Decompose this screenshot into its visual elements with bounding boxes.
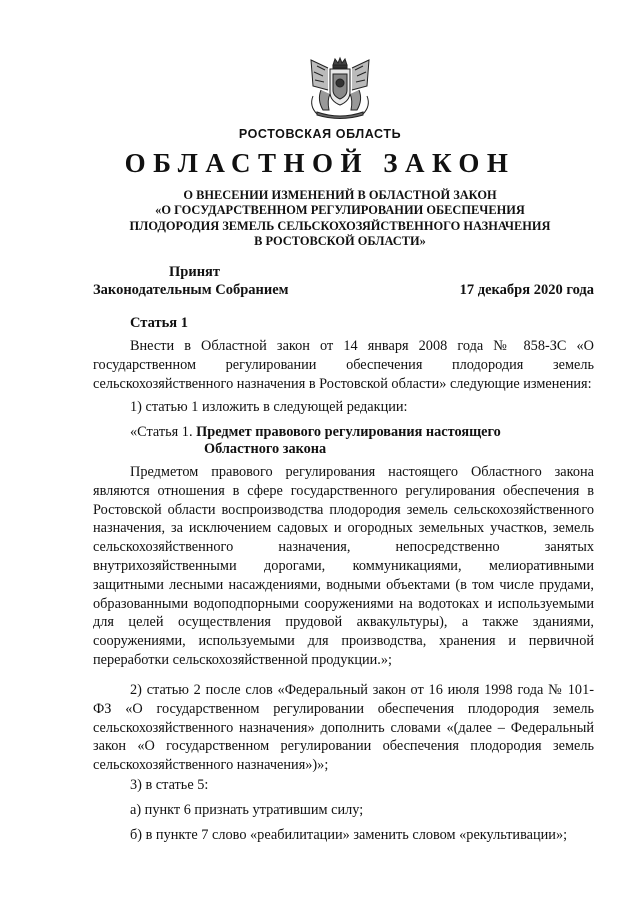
article-intro: Внести в Областной закон от 14 января 2008 года № 858-ЗС «О государственном регулировании обеспечения плодородия земель сельскохозяйственного назначения в Ростовской области» следующие изменения: — [93, 338, 594, 392]
quoted-article-title-2: Областного закона — [204, 440, 327, 457]
quoted-body-block — [93, 463, 594, 670]
item-1: 1) статью 1 изложить в следующей редакции: — [130, 399, 408, 415]
item-3: 3) в статье 5: — [130, 777, 209, 793]
quoted-article-prefix: «Статья 1. — [130, 424, 193, 440]
adoption-date: 17 декабря 2020 года — [459, 282, 594, 298]
quoted-article-heading — [130, 424, 501, 457]
coat-of-arms-icon — [303, 56, 377, 120]
item-3b-block — [93, 826, 594, 845]
adopted-by-label: Законодательным Собранием — [93, 282, 289, 298]
item-3a: а) пункт 6 признать утратившим силу; — [130, 802, 364, 818]
region-name: РОСТОВСКАЯ ОБЛАСТЬ — [238, 127, 402, 141]
subtitle-line: О ВНЕСЕНИИ ИЗМЕНЕНИЙ В ОБЛАСТНОЙ ЗАКОН — [183, 188, 497, 202]
adopted-label: Принят — [169, 264, 221, 280]
quoted-article-title: Предмет правового регулирования настоящего — [196, 424, 501, 440]
item-1-block — [93, 398, 594, 417]
item-3a-block — [93, 801, 594, 820]
law-type-title: ОБЛАСТНОЙ ЗАКОН — [124, 148, 516, 178]
item-2: 2) статью 2 после слов «Федеральный закон от 16 июля 1998 года № 101-ФЗ «О государственном регулировании обеспечения плодородия земель сельскохозяйственного назначения» дополнить словами «(далее – Федеральный закон «О государственном регулировании обеспечения плодородия земель сельскохозяйственного назначения»)»; — [93, 682, 594, 774]
article-heading: Статья 1 — [130, 315, 188, 331]
subtitle-line: ПЛОДОРОДИЯ ЗЕМЕЛЬ СЕЛЬСКОХОЗЯЙСТВЕННОГО НАЗНАЧЕНИЯ — [129, 218, 551, 233]
item-2-block — [93, 681, 594, 775]
subtitle-line: «О ГОСУДАРСТВЕННОМ РЕГУЛИРОВАНИИ ОБЕСПЕЧЕНИЯ — [155, 203, 525, 218]
subtitle-line: В РОСТОВСКОЙ ОБЛАСТИ» — [254, 233, 426, 248]
article-intro-block — [93, 337, 594, 393]
law-subtitle — [90, 188, 590, 249]
quoted-article-body: Предметом правового регулирования настоящего Областного закона являются отношения в сфере государственного регулирования обеспечения в Ростовской области воспроизводства плодородия земель сельскохозяйственного назначения, за исключением садовых и огородных земельных участков, земель сельскохозяйственного назначения, непосредственно занятых внутрихозяйственными дорогами, коммуникациями, мелиоративными защитными лесными насаждениями, водными объектами (в том числе прудами, образованными водоподпорными сооружениями на водотоках и используемыми для целей осуществления прудовой аквакультуры), а также зданиями, сооружениями, используемыми для производства, хранения и первичной переработки сельскохозяйственной продукции.»; — [93, 464, 594, 668]
item-3-block — [93, 776, 594, 795]
item-3b: б) в пункте 7 слово «реабилитации» заменить словом «рекультивации»; — [130, 827, 568, 843]
